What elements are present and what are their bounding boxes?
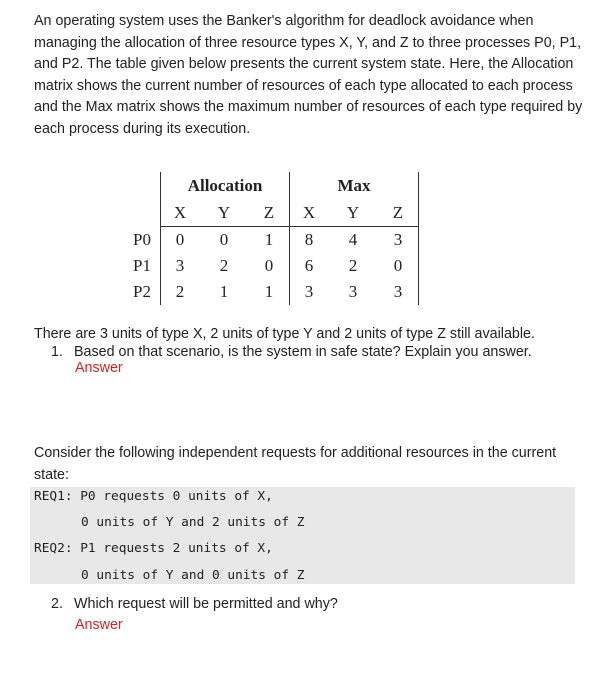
table-cell: 1 [249, 227, 290, 254]
question-number: 2. [51, 596, 63, 612]
question-text: Which request will be permitted and why? [74, 596, 338, 612]
allocation-header: Allocation [161, 172, 290, 200]
table-row [124, 253, 419, 279]
code-line: 0 units of Y and 2 units of Z [81, 515, 305, 530]
col-header-max-z: Z [378, 200, 419, 227]
table-cell: 3 [304, 282, 314, 301]
question-1 [51, 343, 532, 361]
table-cell: 3 [161, 253, 200, 279]
table-cell: 0 [249, 253, 290, 279]
table-cell: 2 [219, 256, 229, 275]
requests-code-block [30, 487, 575, 584]
table-cell: 4 [348, 230, 358, 249]
row-label: P0 [133, 229, 151, 249]
table-cell: 0 [161, 227, 200, 254]
table-cell: 2 [161, 279, 200, 305]
answer-link-1[interactable]: Answer [75, 360, 123, 376]
code-line: REQ2: P1 requests 2 units of X, [34, 541, 273, 556]
answer-link-2[interactable]: Answer [75, 617, 123, 633]
code-line: REQ1: P0 requests 0 units of X, [34, 489, 273, 504]
row-label: P1 [133, 256, 151, 275]
table-cell: 0 [378, 253, 419, 279]
col-header-alloc-y: Y [199, 200, 249, 227]
intro-paragraph: An operating system uses the Banker's algorithm for deadlock avoidance when managing the allocation of three resource types X, Y, and Z to three processes P0, P1, and P2. The table given below presents the current system state. Here, the Allocation matrix shows the current number of resources of each type allocated to each process and the Max matrix shows the maximum number of resources of each type required by each process during its execution. [34, 13, 583, 137]
col-header-alloc-x: X [161, 200, 200, 227]
row-label: P2 [133, 282, 151, 301]
table-cell: 2 [348, 256, 358, 275]
table-cell: 1 [249, 279, 290, 305]
table-cell: 3 [378, 279, 419, 305]
resource-table [124, 172, 419, 305]
question-text: Based on that scenario, is the system in safe state? Explain you answer. [74, 344, 532, 360]
code-line: 0 units of Y and 0 units of Z [81, 568, 305, 583]
available-resources-text: There are 3 units of type X, 2 units of type Y and 2 units of type Z still available. [34, 326, 535, 342]
max-header: Max [290, 172, 419, 200]
table-cell: 0 [219, 230, 229, 249]
table-cell: 3 [378, 227, 419, 254]
table-cell: 6 [304, 256, 314, 275]
table-cell: 8 [304, 230, 314, 249]
table-cell: 3 [348, 282, 358, 301]
table-row [124, 227, 419, 254]
table-row [124, 279, 419, 305]
table-cell: 1 [219, 282, 229, 301]
col-header-alloc-z: Z [249, 200, 290, 227]
question-number: 1. [51, 344, 63, 360]
col-header-max-x: X [290, 200, 329, 227]
col-header-max-y: Y [328, 200, 378, 227]
consider-paragraph: Consider the following independent requests for additional resources in the current state: [34, 445, 557, 483]
question-2 [51, 595, 338, 613]
